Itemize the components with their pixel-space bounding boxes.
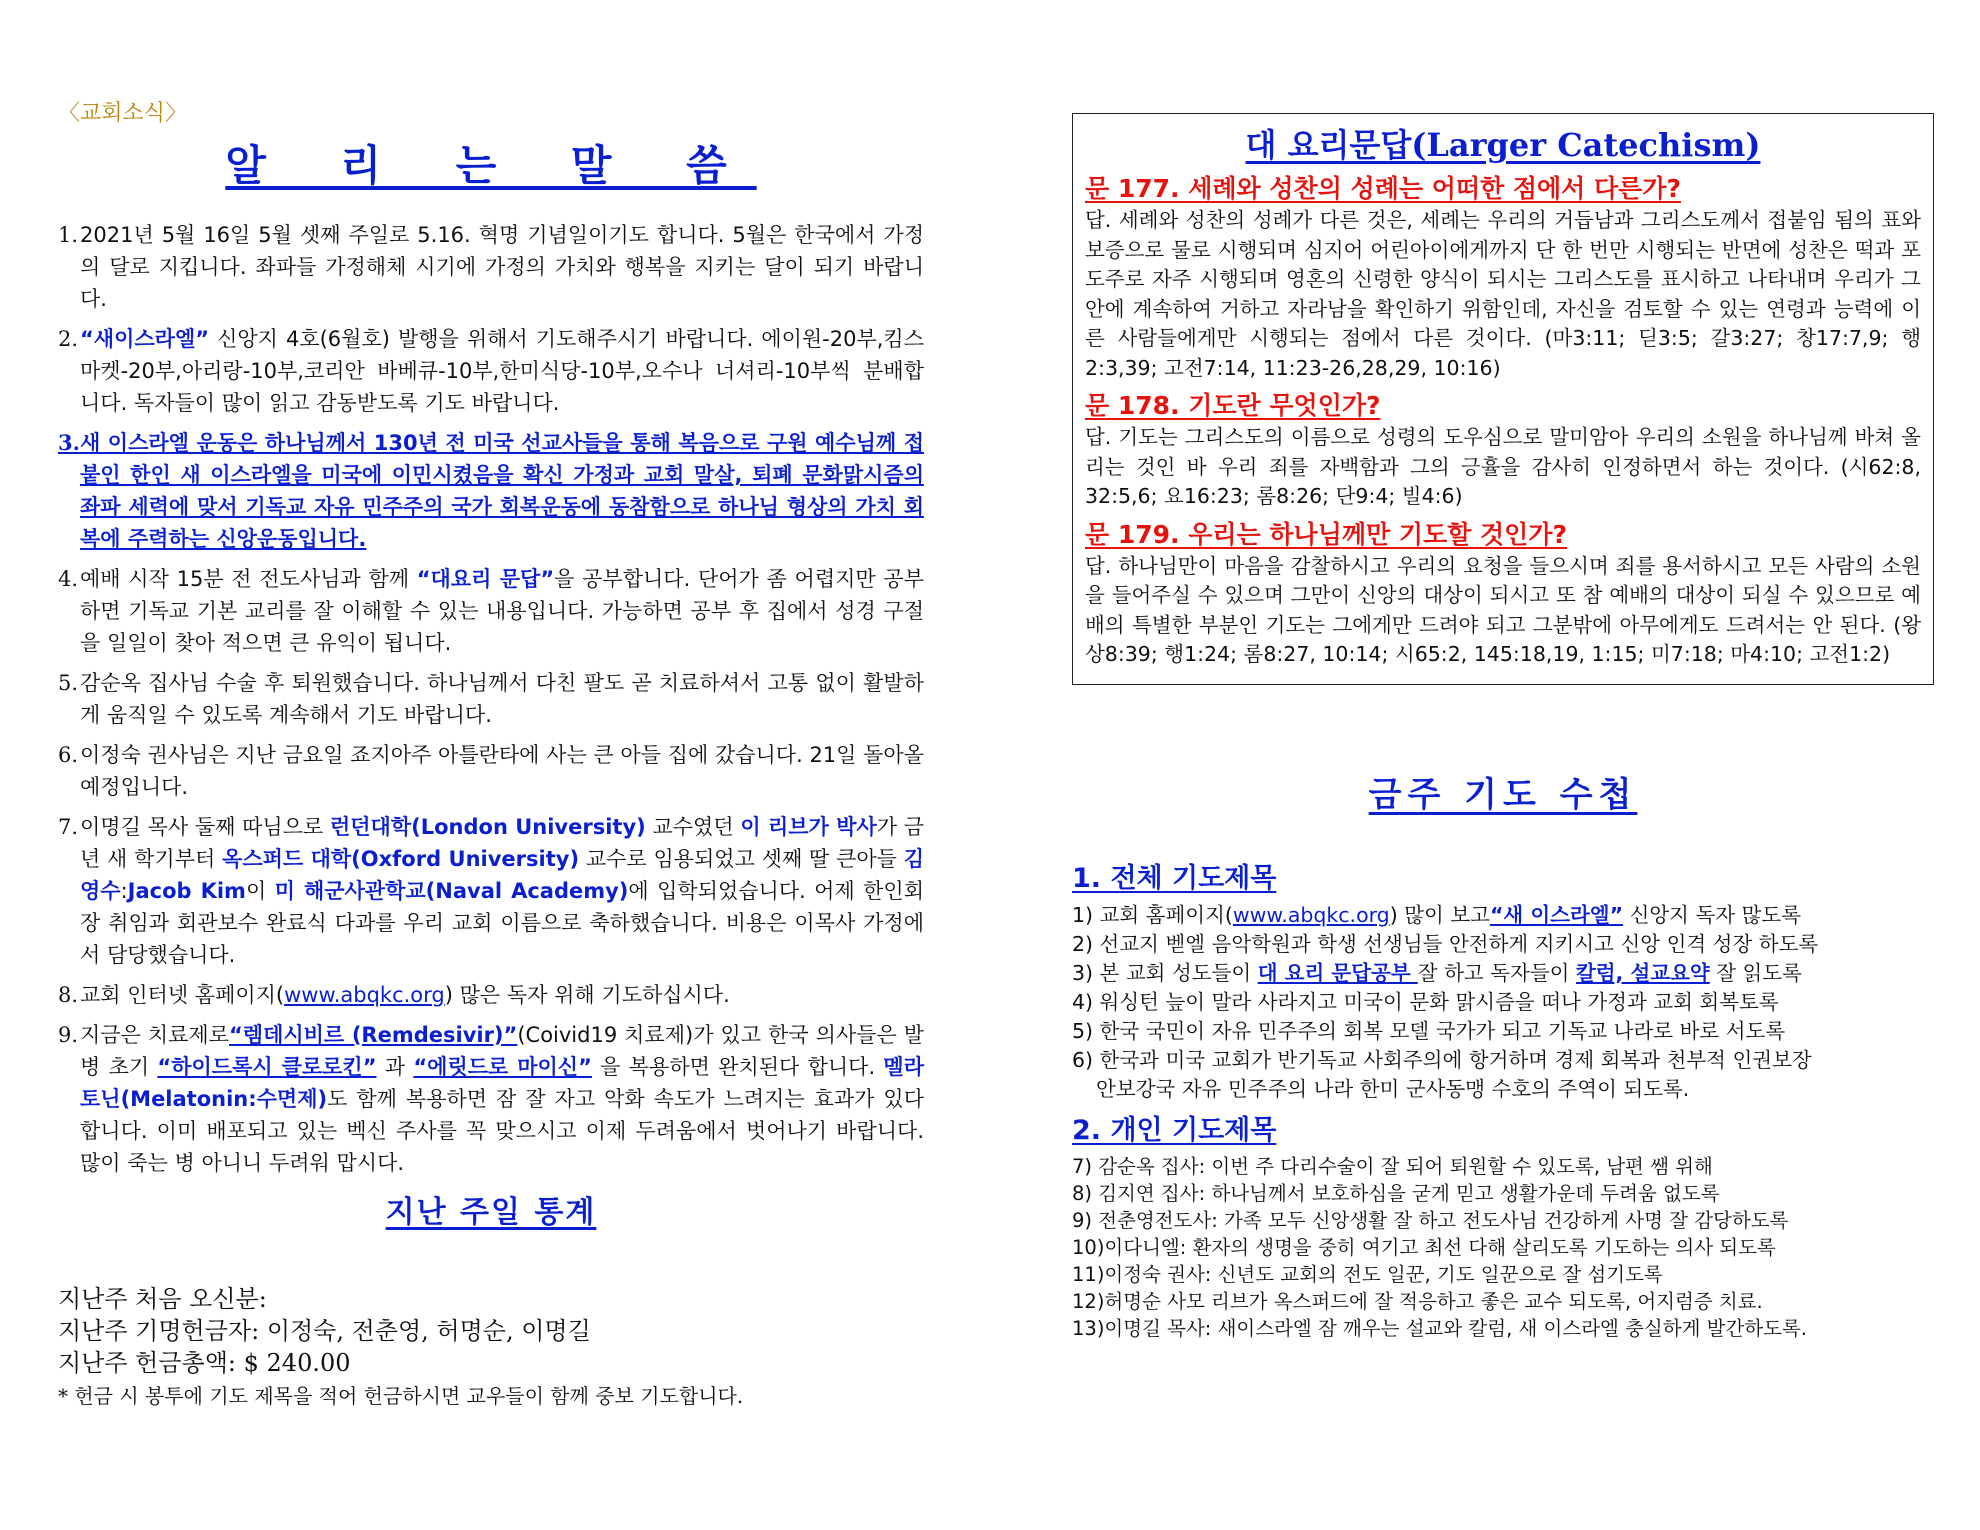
catechism-answer: 답. 기도는 그리스도의 이름으로 성령의 도우심으로 말미암아 우리의 소원을 하나님께 바쳐 올리는 것인 바 우리 죄를 자백함과 그의 긍휼을 감사히 인정하면서 하는 것이다. (시62:8, 32:5,6; 요16:23; 롬8:26; 단9:4; 빌4:6) (1085, 425, 1921, 508)
prayer-item: 3) 본 교회 성도들이 대 요리 문답공부 잘 하고 독자들이 칼럼, 설교요약 잘 읽도록 (1072, 960, 1802, 985)
prayer-item: 10)이다니엘: 환자의 생명을 중히 여기고 최선 다해 살리도록 기도하는 의사 되도록 (1072, 1235, 1776, 1259)
notice-item: 1. 2021년 5월 16일 5월 셋째 주일로 5.16. 혁명 기념일이기도 합니다. 5월은 한국에서 가정의 달로 지킵니다. 좌파들 가정해체 시기에 가정의 가치와 행복을 지키는 달이 되기 바랍니다. (58, 223, 924, 311)
notice-item: 3. 새 이스라엘 운동은 하나님께서 130년 전 미국 선교사들을 통해 복음으로 구원 예수님께 접붙인 한인 새 이스라엘을 미국에 이민시켰음을 확신 가정과 교회 말살, 퇴폐 문화맑시즘의 좌파 세력에 맞서 기독교 자유 민주주의 국가 회복운동에 동참함으로 하나님 형상의 가치 회복에 주력하는 신앙운동입니다. (58, 430, 924, 551)
stats-title: 지난 주일 통계 (385, 1195, 597, 1230)
homepage-link[interactable]: www.abqkc.org (284, 983, 445, 1007)
prayer-item: 9) 전춘영전도사: 가족 모두 신앙생활 잘 하고 전도사님 건강하게 사명 잘 감당하도록 (1072, 1208, 1789, 1232)
catechism-question: 문 179. 우리는 하나님께만 기도할 것인가? (1085, 519, 1567, 549)
left-column (58, 96, 924, 1411)
notice-item: 6. 이정숙 권사님은 지난 금요일 죠지아주 아틀란타에 사는 큰 아들 집에 갔습니다. 21일 돌아올 예정입니다. (58, 743, 924, 799)
notice-item: 7. 이명길 목사 둘째 따님으로 런던대학(London University) 교수였던 이 리브가 박사가 금년 새 학기부터 옥스퍼드 대학(Oxford University) 교수로 임용되었고 셋째 딸 큰아들 김영수:Jacob Kim이 미 해군사관학교(Naval Academy)에 입학되었습니다. 어제 한인회장 취임과 회관보수 완료식 다과를 우리 교회 이름으로 축하했습니다. 비용은 이목사 가정에서 담당했습니다. (58, 815, 925, 967)
catechism-answer: 답. 세례와 성찬의 성례가 다른 것은, 세례는 우리의 거듭남과 그리스도께서 접붙임 됨의 표와 보증으로 물로 시행되며 심지어 어린아이에게까지 단 한 번만 시행되는 반면에 성찬은 떡과 포도주로 자주 시행되며 영혼의 신령한 양식이 되시는 그리스도를 표시하고 나타내며 우리가 그 안에 계속하여 거하고 자라남을 확인하기 위함인데, 자신을 검토할 수 있는 연령과 능력에 이른 사람들에게만 시행되는 점에서 다른 것이다. (마3:11; 딛3:5; 갈3:27; 창17:7,9; 행2:3,39; 고전7:14, 11:23-26,28,29, 10:16) (1085, 208, 1921, 380)
page-title: 알 리 는 말 씀 (225, 141, 757, 190)
right-column (1072, 113, 1934, 1342)
prayer-item: 6) 한국과 미국 교회가 반기독교 사회주의에 항거하며 경제 회복과 천부적 인권보장 (1072, 1047, 1812, 1072)
stats-note: * 헌금 시 봉투에 기도 제목을 적어 헌금하시면 교우들이 함께 중보 기도합니다. (58, 1384, 744, 1408)
notice-item: 9. 지금은 치료제로“렘데시비르 (Remdesivir)”(Coivid19 치료제)가 있고 한국 의사들은 발병 초기 “하이드록시 클로로킨” 과 “에릿드로 마이신” 을 복용하면 완치된다 합니다. 멜라토닌(Melatonin:수면제)도 함께 복용하면 잠 잘 자고 악화 속도가 느려지는 효과가 있다 합니다. 이미 배포되고 있는 벡신 주사를 꼭 맞으시고 이제 두려움에서 벗어나기 바랍니다. 많이 죽는 병 아니니 두려워 맙시다. (58, 1023, 924, 1175)
prayer-item: 11)이정숙 권사: 신년도 교회의 전도 일꾼, 기도 일꾼으로 잘 섬기도록 (1072, 1262, 1663, 1286)
homepage-link[interactable]: www.abqkc.org (1232, 902, 1390, 927)
catechism-question: 문 178. 기도란 무엇인가? (1085, 391, 1381, 420)
prayer-item: 8) 김지연 집사: 하나님께서 보호하심을 굳게 믿고 생활가운데 두려움 없도록 (1072, 1181, 1720, 1205)
catechism-question: 문 177. 세례와 성찬의 성례는 어떠한 점에서 다른가? (1085, 174, 1681, 203)
catechism-title: 대 요리문답(Larger Catechism) (1245, 126, 1761, 164)
prayer-item: 1) 교회 홈페이지(www.abqkc.org) 많이 보고“새 이스라엘” 신앙지 독자 많도록 (1072, 902, 1802, 927)
notice-item: 5. 감순옥 집사님 수술 후 퇴원했습니다. 하나님께서 다친 팔도 곧 치료하셔서 고통 없이 활발하게 움직일 수 있도록 계속해서 기도 바랍니다. (58, 671, 924, 727)
prayer-item: 2) 선교지 벧엘 음악학원과 학생 선생님들 안전하게 지키시고 신앙 인격 성장 하도록 (1072, 931, 1819, 956)
stats-line: 지난주 헌금총액: $ 240.00 (58, 1349, 351, 1377)
stats-line: 지난주 처음 오신분: (58, 1285, 267, 1313)
prayer-item: 5) 한국 국민이 자유 민주주의 회복 모델 국가가 되고 기독교 나라로 바로 서도록 (1072, 1018, 1786, 1043)
notice-item: 2. “새이스라엘” 신앙지 4호(6월호) 발행을 위해서 기도해주시기 바랍니다. 에이원-20부,킴스마켓-20부,아리랑-10부,코리안 바베큐-10부,한미식당-10부,오수나 너셔리-10부씩 분배합니다. 독자들이 많이 읽고 감동받도록 기도 바랍니다. (58, 327, 924, 415)
prayer-item: 4) 워싱턴 늪이 말라 사라지고 미국이 문화 맑시즘을 떠나 가정과 교회 회복토록 (1072, 989, 1779, 1014)
notice-item: 4. 예배 시작 15분 전 전도사님과 함께 “대요리 문답”을 공부합니다. 단어가 좀 어렵지만 공부하면 기독교 기본 교리를 잘 이해할 수 있는 내용입니다. 가능하면 공부 후 집에서 성경 구절을 일일이 찾아 적으면 큰 유익이 됩니다. (58, 567, 924, 655)
notice-item: 8. 교회 인터넷 홈페이지(www.abqkc.org) 많은 독자 위해 기도하십시다. (58, 983, 730, 1007)
catechism-answer: 답. 하나님만이 마음을 감찰하시고 우리의 요청을 들으시며 죄를 용서하시고 모든 사람의 소원을 들어주실 수 있으며 그만이 신앙의 대상이 되시고 또 참 예배의 대상이 되실 수 있으므로 예배의 특별한 부분인 기도는 그에게만 드려야 되고 그분밖에 아무에게도 드려서는 안 된다. (왕상8:39; 행1:24; 롬8:27, 10:14; 시65:2, 145:18,19, 1:15; 미7:18; 마4:10; 고전1:2) (1085, 553, 1921, 666)
stats-line: 지난주 기명헌금자: 이정숙, 전춘영, 허명순, 이명길 (58, 1317, 591, 1345)
prayer-item: 12)허명순 사모 리브가 옥스퍼드에 잘 적응하고 좋은 교수 되도록, 어지럼증 치료. (1072, 1289, 1763, 1313)
prayer-item: 13)이명길 목사: 새이스라엘 잠 깨우는 설교와 칼럼, 새 이스라엘 충실하게 발간하도록. (1072, 1316, 1807, 1340)
prayer-title: 금주 기도 수첩 (1368, 774, 1638, 815)
personal-prayer-title: 2. 개인 기도제목 (1072, 1114, 1277, 1146)
prayer-item-cont: 안보강국 자유 민주주의 나라 한미 군사동맹 수호의 주역이 되도록. (1096, 1076, 1690, 1101)
general-prayer-title: 1. 전체 기도제목 (1072, 862, 1277, 894)
section-tag: 〈교회소식〉 (58, 101, 188, 126)
prayer-item: 7) 감순옥 집사: 이번 주 다리수술이 잘 되어 퇴원할 수 있도록, 남편 쌤 위해 (1072, 1154, 1713, 1178)
catechism-box (1072, 113, 1934, 685)
